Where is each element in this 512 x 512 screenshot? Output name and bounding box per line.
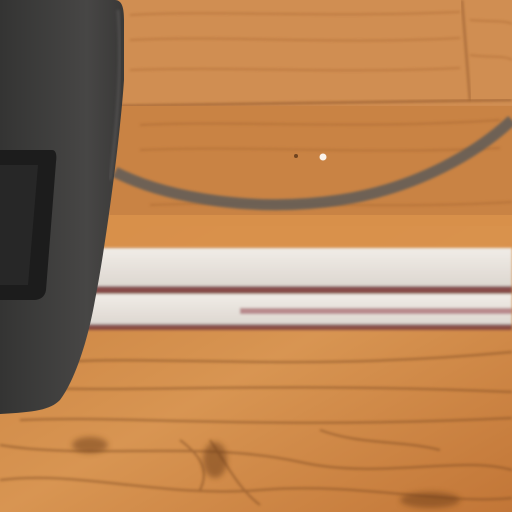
light-reflection xyxy=(320,154,327,161)
dark-speck xyxy=(294,154,298,158)
wood-band xyxy=(90,215,512,247)
court-stripe xyxy=(84,248,512,330)
wood-board-top xyxy=(110,0,512,105)
